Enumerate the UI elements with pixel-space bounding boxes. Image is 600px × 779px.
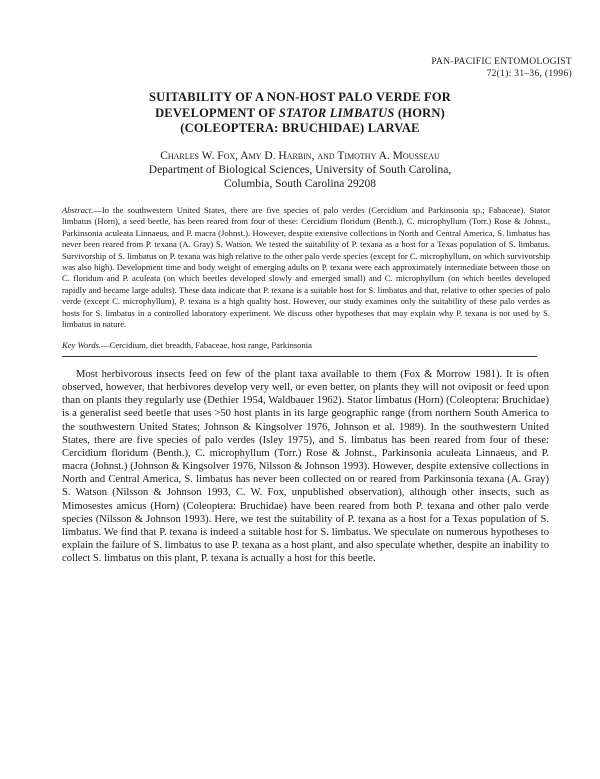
journal-header xyxy=(431,56,572,80)
title-line-2-post: (HORN) xyxy=(394,105,445,120)
body-paragraph: Most herbivorous insects feed on few of the plant taxa available to them (Fox & Morrow 1981). It is often observed, however, that herbivores develop very well, or even better, on plants they will not oviposit or feed upon than on plants they regularly use (Dethier 1954, Waldbauer 1962). Stator limbatus (Horn) (Coleoptera: Bruchidae) is a generalist seed beetle that uses >50 host plants in its large geographic range (from northern South America to the southwestern United States; Johnson & Kingsolver 1976, Johnson et al. 1989). In the southwestern United States, there are five species of palo verdes (Isley 1975), and S. limbatus has been reared from four of these: Cercidium floridum (Benth.), C. microphyllum (Torr.) Rose & Johnst., Parkinsonia aculeata Linnaeus, and P. macra (Johnst.) (Johnson & Kingsolver 1976, Nilsson & Johnson 1993). However, despite extensive collections in North and Central America, S. limbatus has never been collected on or reared from Parkinsonia texana (A. Gray) S. Watson (Nilsson & Johnson 1993, C. W. Fox, unpublished observation), although other insects, such as Mimosestes amicus (Horn) (Coleoptera: Bruchidae) have been reared from both P. texana and other palo verde species (Nilsson & Johnson 1993). Here, we test the suitability of P. texana as a host for a Texas population of S. limbatus. We find that P. texana is indeed a suitable host for S. limbatus. We speculate on numerous hypotheses to explain the failure of S. limbatus to use P. texana as a host plant, and also speculate whether, despite an inability to collect S. limbatus on this plant, P. texana is actually a host for this beetle. xyxy=(62,369,549,565)
keywords-label: Key Words. xyxy=(62,340,101,350)
title-line-2-pre: DEVELOPMENT OF xyxy=(155,105,279,120)
section-divider xyxy=(62,356,537,357)
title-line-1: SUITABILITY OF A NON-HOST PALO VERDE FOR xyxy=(148,90,452,104)
affiliation xyxy=(40,164,560,191)
journal-name: PAN-PACIFIC ENTOMOLOGIST xyxy=(431,57,572,67)
title-species: STATOR LIMBATUS xyxy=(278,105,395,120)
title-line-3: (COLEOPTERA: BRUCHIDAE) LARVAE xyxy=(180,121,420,135)
affiliation-line-2: Columbia, South Carolina 29208 xyxy=(223,177,377,190)
journal-citation: 72(1): 31–36, (1996) xyxy=(486,69,572,79)
keywords-text: —Cercidium, diet breadth, Fabaceae, host range, Parkinsonia xyxy=(101,340,312,350)
title-line-2 xyxy=(60,106,540,122)
abstract xyxy=(62,205,550,330)
abstract-text: —In the southwestern United States, there are five species of palo verdes (Cercidium and Parkinsonia sp.; Fabaceae). Stator limbatus (Horn), a seed beetle, has been reared from four of these: Cercidium floridum (Benth.), C. microphyllum (Torr.) Rose & Johnst., Parkinsonia aculeata Linnaeus, and P. macra (Johnst.). However, despite extensive collections in North and Central America, S. limbatus has never been reared from P. texana (A. Gray) S. Watson. We tested the suitability of P. texana as a host for a Texas population of S. limbatus. Survivorship of S. limbatus on P. texana was high relative to the other palo verde species (except for C. microphyllum, on which survivorship was also high). Development time and body weight of emerging adults on P. texana were each approximately intermediate between those on C. floridum and P. aculeata (on which beetles developed slowly and emerged small) and C. microphyllum (on which beetles developed rapidly and became large adults). These data indicate that P. texana is a suitable host for S. limbatus and that, relative to other species of palo verde (except C. microphyllum), P. texana is a high quality host. However, our study examines only the suitability of these palo verdes as hosts for S. limbatus in a controlled laboratory experiment. We discuss other hypotheses that may explain why P. texana is not used by S. limbatus in nature. xyxy=(62,205,550,330)
article-title xyxy=(60,90,540,137)
keywords xyxy=(62,340,550,351)
abstract-label: Abstract. xyxy=(62,205,94,215)
author-list: Charles W. Fox, Amy D. Harbin, and Timothy A. Mousseau xyxy=(160,150,440,162)
affiliation-line-1: Department of Biological Sciences, University of South Carolina, xyxy=(148,164,452,176)
